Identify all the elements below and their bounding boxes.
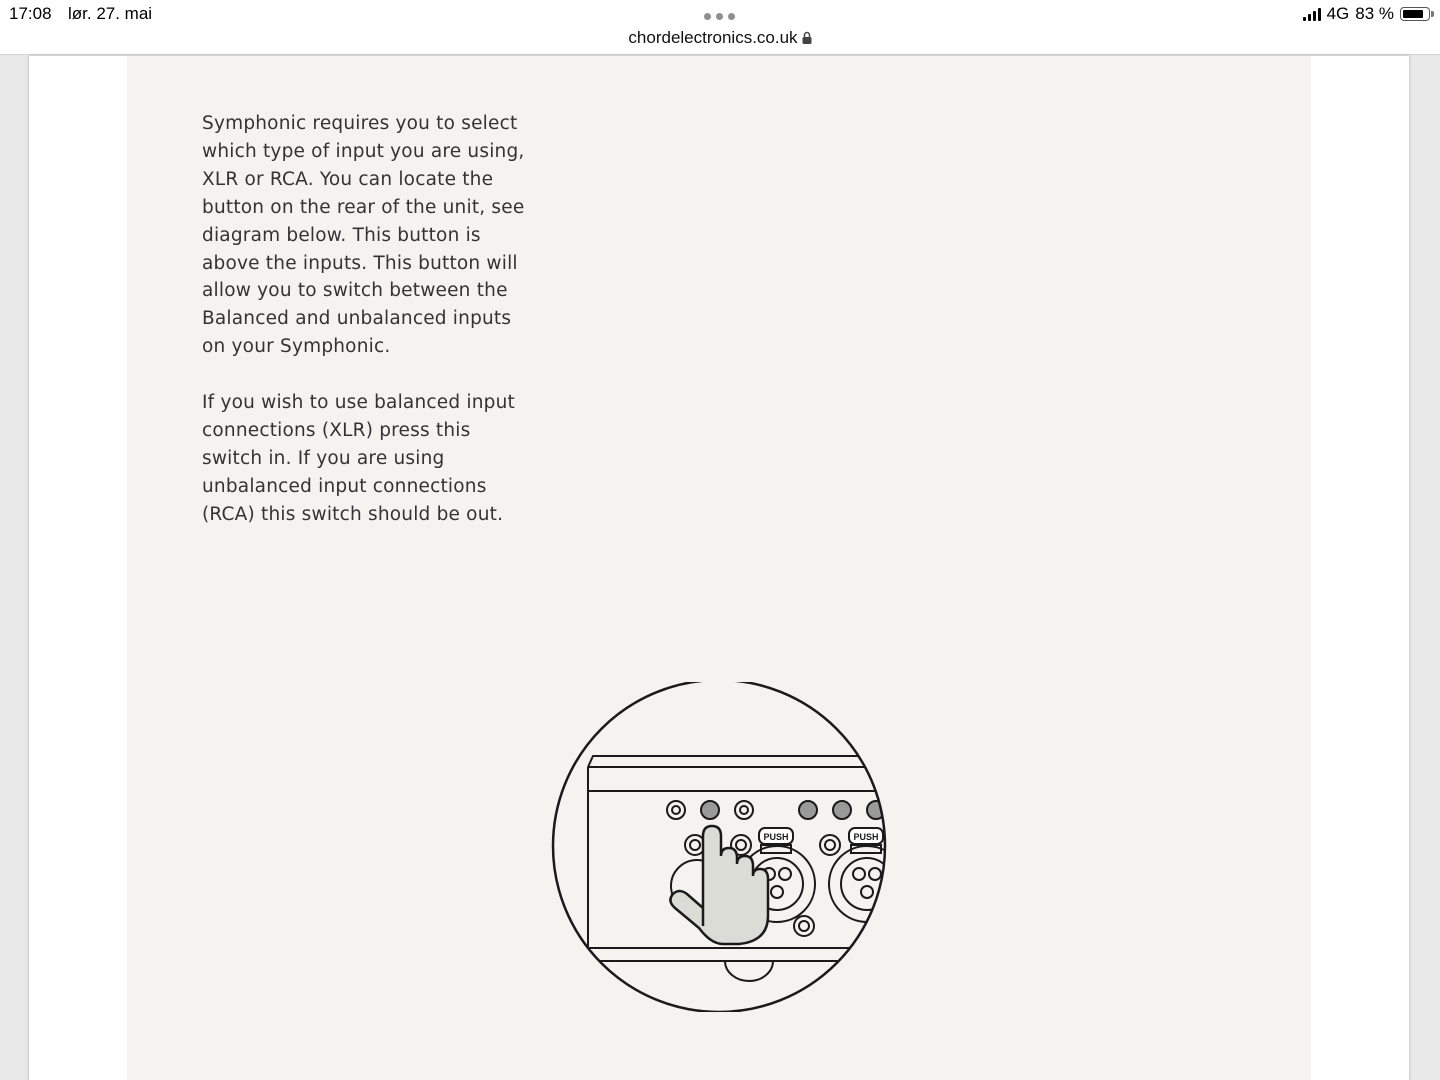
cellular-signal-icon	[1303, 8, 1321, 21]
battery-icon	[1400, 7, 1430, 21]
content-panel	[127, 56, 1311, 1080]
status-date: lør. 27. mai	[68, 4, 153, 23]
push-label-1: PUSH	[763, 832, 789, 842]
instructions-paragraph-1: Symphonic requires you to select which type of input you are using, XLR or RCA. You can locate the button on the rear of the unit, see diagram below. This button is above the inputs. This button will allow you to switch between the Balanced and unbalanced inputs on your Symphonic.	[202, 113, 525, 358]
xlr-socket-2	[829, 828, 890, 922]
battery-percent: 83 %	[1355, 4, 1394, 23]
network-type: 4G	[1326, 4, 1350, 23]
status-indicators	[1303, 4, 1430, 24]
push-label-2: PUSH	[853, 832, 879, 842]
rear-panel-diagram	[550, 682, 890, 1012]
top-button-row	[667, 801, 885, 819]
instructions-paragraph-2: If you wish to use balanced input connections (XLR) press this switch in. If you are using unbalanced input connections (RCA) this switch should be out.	[202, 392, 515, 525]
status-time: 17:08	[9, 4, 52, 23]
url-text[interactable]: chordelectronics.co.uk	[628, 28, 798, 47]
status-bar	[0, 0, 1440, 55]
address-bar[interactable]	[0, 28, 1440, 48]
web-page	[29, 56, 1409, 1080]
lock-icon	[802, 31, 812, 44]
tab-menu-dots-icon[interactable]	[704, 13, 735, 20]
instructions-text	[202, 110, 532, 557]
